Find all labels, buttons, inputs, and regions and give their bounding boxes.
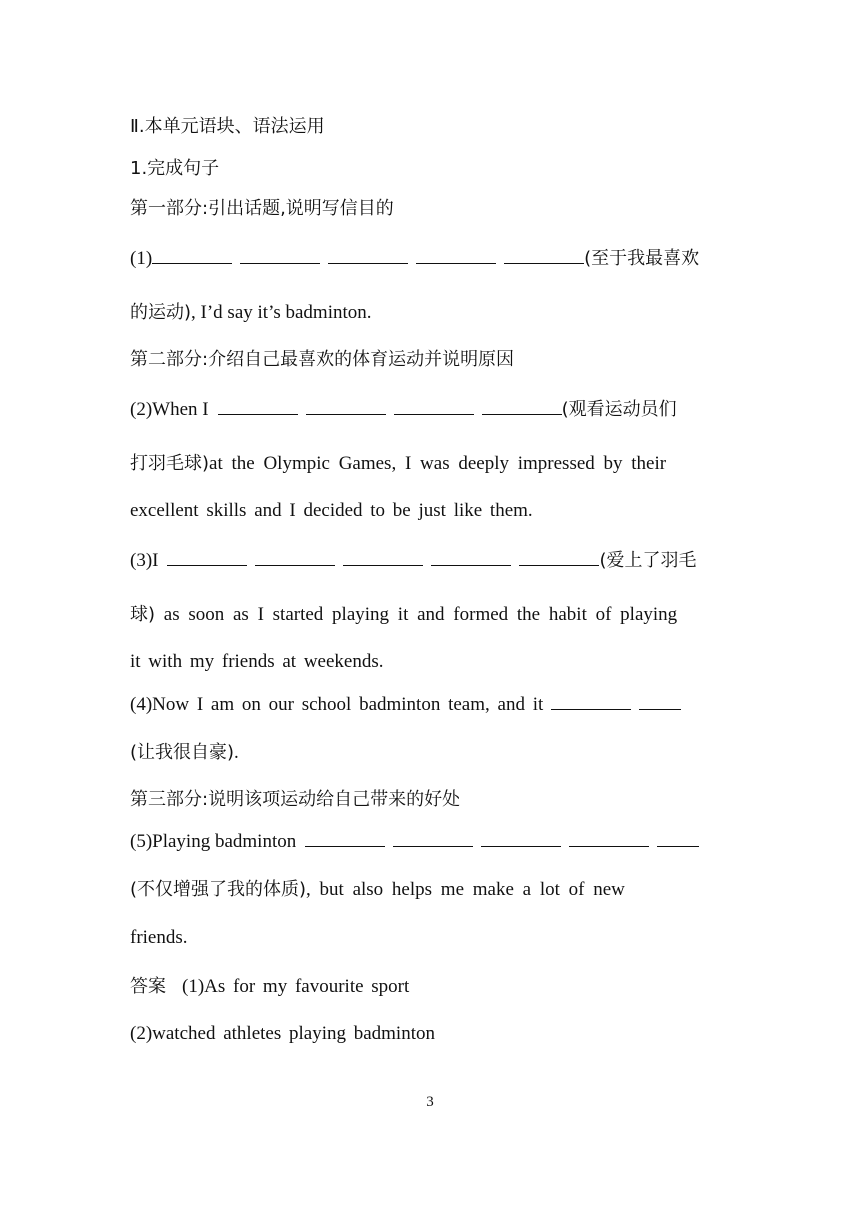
answer-line2: (2)watched athletes playing badminton <box>130 1023 435 1044</box>
q1-line2 <box>130 301 372 325</box>
q2-hint-cont: 打羽毛球) <box>130 453 210 474</box>
answer-blank[interactable] <box>416 246 496 264</box>
q5-hint: (不仅增强了我的体质) <box>130 879 307 900</box>
q1-line1 <box>130 246 699 271</box>
q2-line1 <box>130 397 677 422</box>
answer-blank[interactable] <box>639 692 681 710</box>
q1-hint-cont: 的运动) <box>130 302 192 323</box>
q3-line2 <box>130 603 677 627</box>
q1-prefix: (1) <box>130 248 153 269</box>
q3-rest: as soon as I started playing it and formed the habit of playing <box>155 604 678 625</box>
task-title-text: 1.完成句子 <box>130 158 220 179</box>
part2-heading: 第二部分:介绍自己最喜欢的体育运动并说明原因 <box>130 349 515 370</box>
answer-blank[interactable] <box>551 692 631 710</box>
answer-blank[interactable] <box>218 397 298 415</box>
answer-blank[interactable] <box>305 829 385 847</box>
task-title <box>130 157 219 181</box>
answer-blank[interactable] <box>431 548 511 566</box>
q3-line3: it with my friends at weekends. <box>130 651 384 672</box>
answer-blank[interactable] <box>394 397 474 415</box>
answer-blank[interactable] <box>306 397 386 415</box>
answer-1: (1)As for my favourite sport <box>182 976 410 997</box>
answer-blank[interactable] <box>255 548 335 566</box>
q2-rest: at the Olympic Games, I was deeply impressed by their <box>209 453 667 474</box>
answer-blank[interactable] <box>569 829 649 847</box>
answer-label: 答案 <box>130 976 166 997</box>
q3-prefix: (3)I <box>130 550 159 571</box>
q1-rest: , I’d say it’s badminton. <box>191 302 372 323</box>
part3-heading: 第三部分:说明该项运动给自己带来的好处 <box>130 789 461 810</box>
answer-line1 <box>130 975 409 999</box>
answer-blank[interactable] <box>482 397 562 415</box>
q3-hint: (爱上了羽毛 <box>599 550 697 571</box>
answer-blank[interactable] <box>343 548 423 566</box>
answer-blank[interactable] <box>481 829 561 847</box>
q4-end: . <box>234 742 239 763</box>
q1-hint: (至于我最喜欢 <box>584 248 700 269</box>
q4-line2 <box>130 741 239 765</box>
q2-line2 <box>130 452 666 476</box>
q4-hint: (让我很自豪) <box>130 742 235 763</box>
answer-blank[interactable] <box>504 246 584 264</box>
q4-line1 <box>130 692 681 717</box>
part1-heading: 第一部分:引出话题,说明写信目的 <box>130 198 394 219</box>
q5-prefix: (5)Playing badminton <box>130 831 297 852</box>
q2-line3: excellent skills and I decided to be just like them. <box>130 500 533 521</box>
answer-blank[interactable] <box>519 548 599 566</box>
q2-prefix: (2)When I <box>130 399 209 420</box>
answer-blank[interactable] <box>167 548 247 566</box>
q5-line3: friends. <box>130 927 188 948</box>
q4-prefix: (4)Now I am on our school badminton team, and it <box>130 694 544 715</box>
answer-blank[interactable] <box>328 246 408 264</box>
q3-hint-cont: 球) <box>130 604 156 625</box>
answer-blank[interactable] <box>393 829 473 847</box>
section-title: Ⅱ.本单元语块、语法运用 <box>130 116 325 137</box>
answer-blank[interactable] <box>240 246 320 264</box>
answer-blank[interactable] <box>152 246 232 264</box>
q5-line1 <box>130 829 699 854</box>
q3-line1 <box>130 548 697 573</box>
q5-rest: , but also helps me make a lot of new <box>306 879 625 900</box>
q2-hint: (观看运动员们 <box>561 399 677 420</box>
page-number: 3 <box>426 1094 434 1110</box>
answer-blank[interactable] <box>657 829 699 847</box>
q5-line2 <box>130 878 625 902</box>
